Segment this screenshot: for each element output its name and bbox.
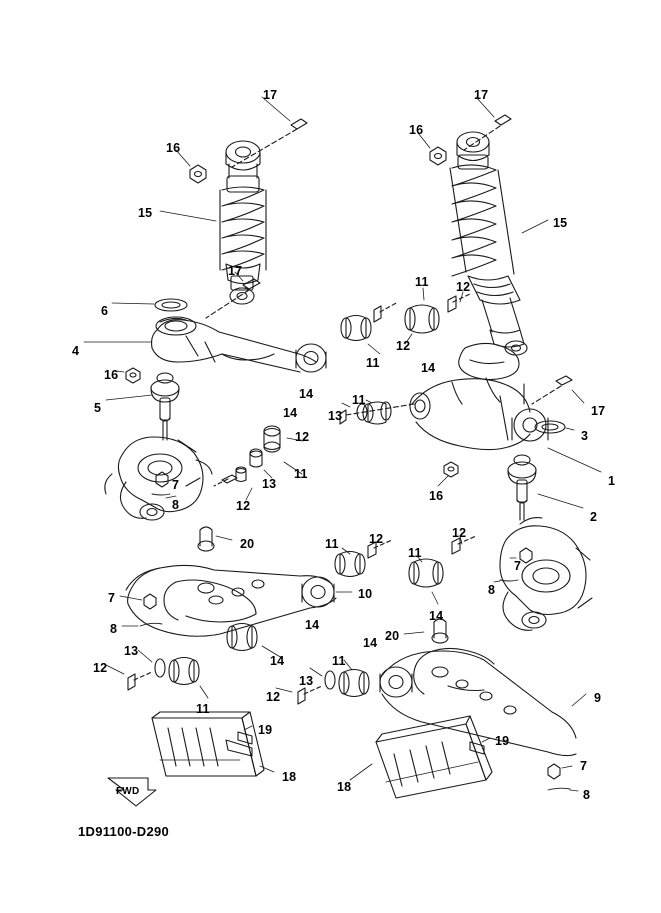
- nut-7-left-lower: [144, 594, 156, 609]
- callout-20: 20: [240, 537, 255, 551]
- nut-16-upper-right: [418, 133, 446, 165]
- leader-7-left-lower: [120, 596, 142, 600]
- right-upper-arm: [412, 343, 548, 449]
- callout-11: 11: [332, 654, 346, 668]
- callout-17: 17: [228, 264, 243, 278]
- callout-12: 12: [396, 339, 411, 353]
- callout-16: 16: [166, 141, 181, 155]
- callout-11: 11: [366, 356, 380, 370]
- callout-12: 12: [93, 661, 108, 675]
- leader-9: [572, 694, 586, 706]
- callout-17: 17: [263, 88, 278, 102]
- callout-12: 12: [266, 690, 281, 704]
- callout-15: 15: [553, 216, 568, 230]
- callout-10: 10: [358, 587, 373, 601]
- right-upper-ball-joint-2: [508, 455, 536, 520]
- callout-12: 12: [369, 532, 384, 546]
- callout-8: 8: [110, 622, 118, 636]
- callout-16: 16: [409, 123, 424, 137]
- callout-18: 18: [337, 780, 352, 794]
- nut-7-left-upper: [156, 472, 168, 487]
- seal-3-right: [535, 421, 574, 433]
- leader-20-left: [216, 536, 232, 540]
- fwd-label: FWD: [116, 786, 140, 797]
- leader-1: [548, 448, 601, 472]
- leader-5: [106, 395, 152, 400]
- cotter-pin-8-left-lower: [122, 623, 162, 626]
- callout-14: 14: [299, 387, 314, 401]
- callout-13: 13: [299, 674, 314, 688]
- callout-13: 13: [262, 477, 277, 491]
- callout-17: 17: [591, 404, 606, 418]
- callout-19: 19: [495, 734, 510, 748]
- seal-6-left: [112, 299, 187, 311]
- left-skid-plate: [152, 712, 264, 776]
- left-upper-ball-joint-5: [151, 373, 179, 440]
- callout-12: 12: [456, 280, 471, 294]
- right-steering-knuckle: [500, 518, 592, 631]
- callout-14: 14: [270, 654, 285, 668]
- nut-16-left-lower: [116, 368, 140, 383]
- callout-14: 14: [283, 406, 298, 420]
- callout-14: 14: [363, 636, 378, 650]
- right-shock-absorber: [450, 132, 527, 355]
- callout-7: 7: [108, 591, 116, 605]
- callout-3: 3: [581, 429, 589, 443]
- callout-7: 7: [580, 759, 588, 773]
- bolt-17-upper-right: [464, 97, 511, 150]
- callout-9: 9: [594, 691, 602, 705]
- callout-17: 17: [474, 88, 489, 102]
- callout-11: 11: [415, 275, 429, 289]
- right-skid-plate: [376, 716, 492, 798]
- bushing-stack-left-lower: [128, 624, 257, 691]
- callout-11: 11: [352, 393, 366, 407]
- callout-14: 14: [429, 609, 444, 623]
- callout-1: 1: [608, 474, 616, 488]
- callout-12: 12: [452, 526, 467, 540]
- callout-14: 14: [305, 618, 320, 632]
- left-steering-knuckle: [105, 437, 212, 520]
- callout-14: 14: [421, 361, 436, 375]
- callout-8: 8: [488, 583, 496, 597]
- callout-5: 5: [94, 401, 102, 415]
- bushing-right-upper: [341, 294, 470, 341]
- callout-12: 12: [236, 499, 251, 513]
- leader-15-right: [522, 220, 548, 233]
- cotter-pin-8-right-upper: [494, 580, 518, 582]
- nut-7-right-lower: [548, 764, 572, 779]
- callout-18: 18: [282, 770, 297, 784]
- callout-16: 16: [429, 489, 444, 503]
- bolt-17-mid-left: [206, 272, 260, 318]
- left-shock-absorber: [220, 141, 266, 304]
- callout-15: 15: [138, 206, 153, 220]
- callout-13: 13: [328, 409, 343, 423]
- callout-11: 11: [408, 546, 422, 560]
- callout-7: 7: [514, 559, 522, 573]
- bolt-17-right-mid: [532, 376, 584, 404]
- callout-12: 12: [295, 430, 310, 444]
- left-upper-arm: [152, 317, 326, 372]
- nut-16-right-lower: [438, 462, 458, 486]
- callout-7: 7: [172, 478, 180, 492]
- leader-18-right: [350, 764, 372, 780]
- callout-11: 11: [325, 537, 339, 551]
- cotter-pin-8-right-lower: [548, 788, 578, 791]
- callout-20: 20: [385, 629, 400, 643]
- leader-15-left: [160, 211, 216, 221]
- callout-4: 4: [72, 344, 80, 358]
- callout-11: 11: [294, 467, 308, 481]
- leader-20-right: [404, 632, 424, 634]
- callout-2: 2: [590, 510, 598, 524]
- callout-13: 13: [124, 644, 139, 658]
- callout-11: 11: [196, 702, 210, 716]
- callout-16: 16: [104, 368, 119, 382]
- leader-2: [538, 494, 583, 508]
- bushing-stack-center-lower: [335, 536, 476, 587]
- callout-8: 8: [172, 498, 180, 512]
- nut-16-upper-left: [176, 150, 206, 183]
- part-code-label: 1D91100-D290: [78, 824, 170, 839]
- callout-6: 6: [101, 304, 109, 318]
- callout-8: 8: [583, 788, 591, 802]
- callout-19: 19: [258, 723, 273, 737]
